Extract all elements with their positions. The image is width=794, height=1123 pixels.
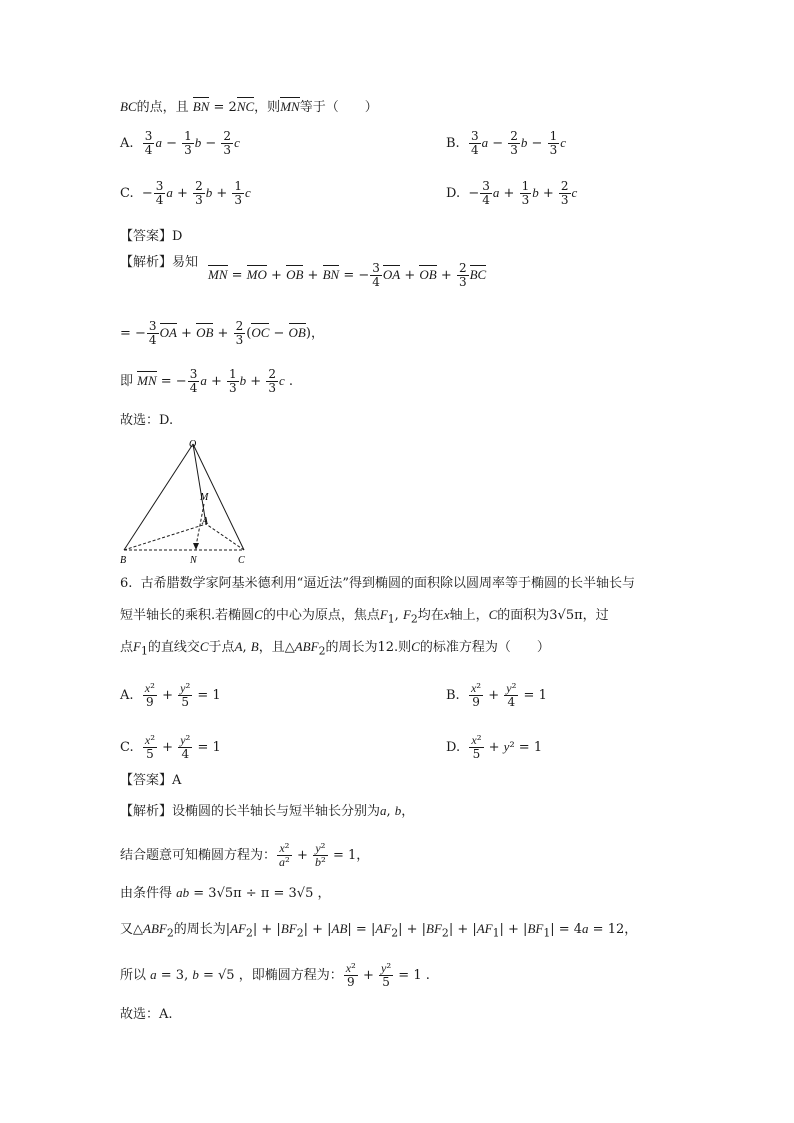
q6-line2: 短半轴长的乘积.若椭圆C的中心为原点，焦点$F_1$, $F_2$均在x轴上，C的面积为3√5π，过 — [120, 607, 609, 626]
q5-intro: BC的点，且 BN = 2NC，则MN等于（ ） — [120, 99, 378, 115]
label-m: M — [200, 492, 209, 503]
label-n: N — [190, 555, 197, 566]
q5-option-c: C. − $\frac{3}{4}$ a + $\frac{2}{3}$ b + $\frac{1}{3}$ c — [120, 179, 251, 207]
q6-a3: 由条件得 ab = 3√5π ÷ π = 3√5 ， — [120, 885, 331, 901]
q5-answer: 【答案】D — [120, 229, 183, 244]
label-a: A — [202, 516, 209, 527]
q5-option-d: D. − $\frac{3}{4}$ a + $\frac{1}{3}$ b + $\frac{2}{3}$ c — [446, 179, 578, 207]
q5-analysis-label: 【解析】易知 — [120, 255, 199, 270]
q6-line3: 点$F_1$的直线交C于点A, B，且$\triangle ABF_2$的周长为12.则C的标准方程为（ ） — [120, 639, 550, 658]
label-b: B — [120, 555, 127, 566]
label-c: C — [238, 555, 245, 566]
tetrahedron-figure — [118, 438, 258, 568]
q6-a1: 【解析】设椭圆的长半轴长与短半轴长分别为a, b， — [120, 803, 415, 819]
q6-option-d: D. $\frac{\text{x²}}{5}$ + y² = 1 — [446, 733, 543, 761]
q6-a4: 又$\triangle ABF_2$的周长为$|AF_2| + |BF_2| + |AB| = |AF_2| + |BF_2| + |AF_1| + |BF_1| = 4a = 12$， — [120, 921, 638, 940]
q6-line1: 6. 古希腊数学家阿基米德利用“逼近法”得到椭圆的面积除以圆周率等于椭圆的长半轴长与 — [120, 576, 635, 591]
q6-option-c: C. $\frac{\text{x²}}{5}$ + $\frac{\text{y²}}{4}$ = 1 — [120, 733, 221, 761]
q5-step3: 即 MN = − $\frac{3}{4}$ a + $\frac{1}{3}$ b + $\frac{2}{3}$ c . — [120, 367, 294, 395]
q5-step1: MN = MO + OB + BN = − $\frac{3}{4}$ OA + OB + $\frac{2}{3}$ BC — [208, 261, 487, 289]
q5-step2: = − $\frac{3}{4}$ OA + OB + $\frac{2}{3}$ (OC − OB)， — [120, 319, 324, 347]
q6-conclusion: 故选：A. — [120, 1007, 173, 1022]
q6-answer: 【答案】A — [120, 773, 182, 788]
label-o: O — [189, 439, 197, 450]
q6-option-a: A. $\frac{\text{x²}}{9}$ + $\frac{\text{y²}}{5}$ = 1 — [120, 681, 221, 709]
q5-option-b: B. $\frac{3}{4}$ a − $\frac{2}{3}$ b − $\frac{1}{3}$ c — [446, 129, 566, 157]
q6-option-b: B. $\frac{\text{x²}}{9}$ + $\frac{\text{y²}}{4}$ = 1 — [446, 681, 547, 709]
q6-a2: 结合题意可知椭圆方程为： $\frac{\text{x²}}{\text{a²}}$ + $\frac{\text{y²}}{\text{b²}}$ = 1， — [120, 841, 370, 869]
q5-conclusion: 故选：D. — [120, 413, 174, 428]
q5-option-a: A. $\frac{3}{4}$ a − $\frac{1}{3}$ b − $\frac{2}{3}$ c — [120, 129, 240, 157]
q6-a5: 所以 a = 3, b = √5 ，即椭圆方程为： $\frac{\text{x²}}{9}$ + $\frac{\text{y²}}{5}$ = 1 . — [120, 961, 430, 989]
